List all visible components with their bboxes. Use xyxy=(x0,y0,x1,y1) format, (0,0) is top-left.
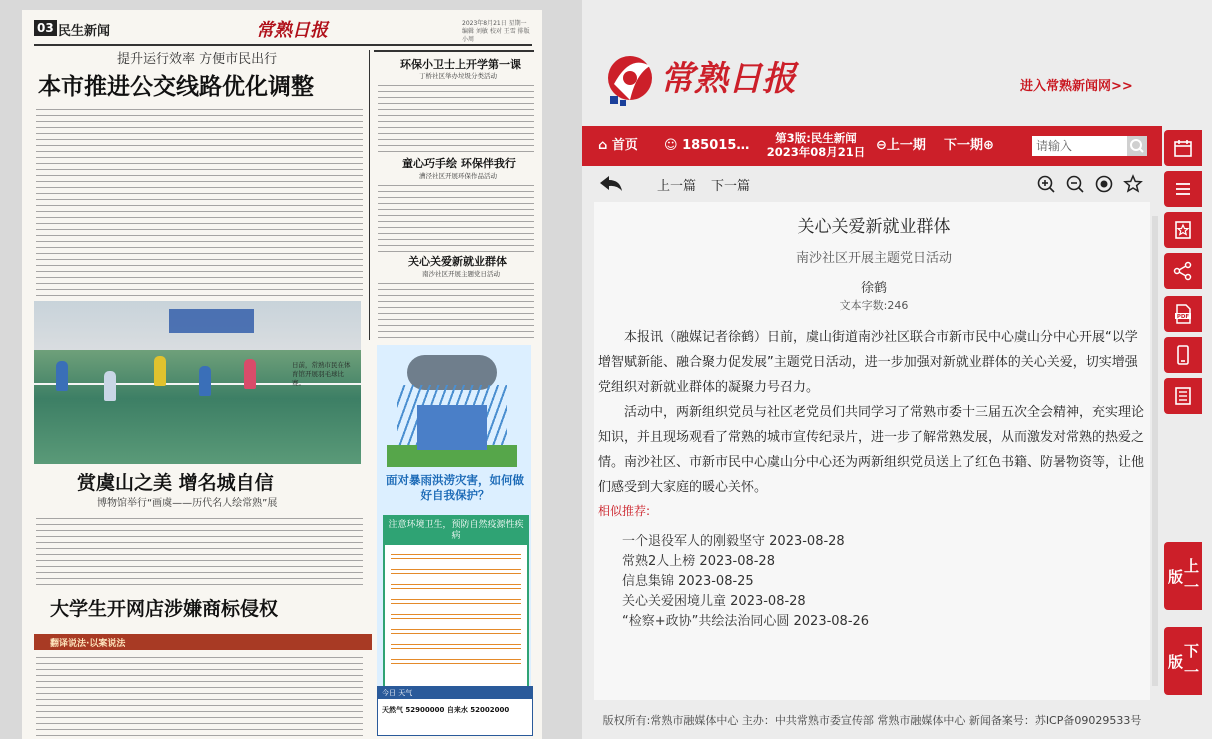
scrollbar-thumb[interactable] xyxy=(1152,216,1158,686)
edition-date: 2023年08月21日 xyxy=(766,145,866,159)
pdf-icon xyxy=(1173,304,1193,324)
poster-tip-line xyxy=(391,641,521,650)
header-date-block xyxy=(462,20,532,44)
newspaper-header xyxy=(34,16,532,46)
reader-panel xyxy=(582,0,1212,739)
calendar-button[interactable] xyxy=(1164,130,1202,166)
logo-text: 常熟日报 xyxy=(660,59,796,99)
edition-nav-bar xyxy=(582,126,1162,166)
prev-issue-link[interactable] xyxy=(876,126,926,166)
next-page-label: 下一版 xyxy=(1166,643,1200,685)
poster-tip-line xyxy=(391,611,521,620)
legal-column-label: 翻译说法·以案说法 xyxy=(50,639,126,649)
poster-house xyxy=(417,405,487,450)
article-author: 徐鹤 xyxy=(860,281,887,296)
column-story-2-title[interactable]: 童心巧手绘 环保伴我行 xyxy=(402,157,516,170)
reset-zoom-icon[interactable] xyxy=(1094,174,1114,194)
photo-player xyxy=(56,361,68,391)
article-word-count: 文本字数:246 xyxy=(839,299,909,312)
prev-page-label: 上一版 xyxy=(1166,558,1200,600)
photo-player xyxy=(154,356,166,386)
column-top-rule xyxy=(374,50,534,52)
bookmark-button[interactable] xyxy=(1164,212,1202,248)
next-article-link[interactable]: 下一篇 xyxy=(711,179,751,194)
badminton-photo[interactable] xyxy=(34,301,361,464)
bookmark-star-icon xyxy=(1173,220,1193,240)
header-date: 2023年8月21日 星期一 xyxy=(462,20,527,27)
article-subtitle: 南沙社区开展主题党日活动 xyxy=(795,251,952,266)
poster-tip-line xyxy=(391,566,521,575)
newspaper-sheet[interactable] xyxy=(22,10,542,739)
utility-info-box xyxy=(377,686,533,736)
next-page-button[interactable] xyxy=(1164,627,1202,695)
visit-count: 185015… xyxy=(682,138,750,153)
photo-caption: 日前，常熟市民在体育馆开展羽毛球比赛。 xyxy=(292,361,351,387)
article-content xyxy=(594,202,1154,700)
share-button[interactable] xyxy=(1164,253,1202,289)
next-issue-link[interactable] xyxy=(944,126,994,166)
related-item[interactable] xyxy=(622,550,775,569)
chevron-left-icon: ⊖ xyxy=(876,138,887,153)
poster-box-title: 注意环境卫生，预防自然疫源性疾病 xyxy=(385,517,527,545)
related-item-date: 2023-08-28 xyxy=(769,534,845,549)
search-input[interactable]: 请输入 xyxy=(1032,136,1127,156)
related-item[interactable] xyxy=(622,570,754,589)
visit-counter xyxy=(664,126,749,166)
newspaper-masthead: 常熟日报 xyxy=(256,20,328,41)
related-item[interactable] xyxy=(622,590,806,609)
page-layout-button[interactable] xyxy=(1164,378,1202,414)
favorite-star-icon[interactable] xyxy=(1123,174,1143,194)
lead-story-subtitle[interactable]: 提升运行效率 方便市民出行 xyxy=(117,52,278,67)
section-name: 民生新闻 xyxy=(58,24,111,39)
story-3-text[interactable] xyxy=(36,654,363,739)
lead-story-title[interactable]: 本市推进公交线路优化调整 xyxy=(38,73,314,100)
related-item-title: “检察+政协”共绘法治同心圆 xyxy=(622,614,790,629)
article-title: 关心关爱新就业群体 xyxy=(797,217,951,237)
user-icon: ☺ xyxy=(664,138,678,153)
prev-article-link[interactable]: 上一篇 xyxy=(657,179,697,194)
lead-story-text[interactable] xyxy=(36,106,363,296)
related-item-title: 一个退役军人的刚毅坚守 xyxy=(622,534,766,549)
share-icon xyxy=(1173,261,1193,281)
footer-copyright: 版权所有:常熟市融媒体中心 主办：中共常熟市委宣传部 常熟市融媒体中心 新闻备案号：苏ICP备09029533号 xyxy=(602,714,1142,727)
page-number: 03 xyxy=(34,20,57,36)
back-arrow-icon[interactable] xyxy=(598,174,624,194)
edition-name: 第3版:民生新闻 xyxy=(775,131,857,145)
photo-player xyxy=(244,359,256,389)
column-story-1-text[interactable] xyxy=(378,82,534,152)
poster-tip-line xyxy=(391,581,521,590)
story-2-title[interactable]: 赏虞山之美 增名城自信 xyxy=(77,472,274,494)
related-item-title: 关心关爱困境儿童 xyxy=(622,594,727,609)
poster-tip-line xyxy=(391,626,521,635)
edition-info[interactable] xyxy=(766,131,866,159)
pdf-button[interactable] xyxy=(1164,296,1202,332)
article-paragraph: 活动中，两新组织党员与社区老党员们共同学习了常熟市委十三届五次全会精神，充实理论知识，并且现场观看了常熟的城市宣传纪录片，进一步了解常熟发展，从而激发对常熟的热爱之情。南沙社区、市新市民中心虞山分中心还为两新组织党员送上了红色书籍、防暑物资等，让他们感受到大家庭的暖心关怀。 xyxy=(598,405,1145,495)
home-label: 首页 xyxy=(611,138,638,153)
article-list-button[interactable] xyxy=(1164,171,1202,207)
mobile-view-button[interactable] xyxy=(1164,337,1202,373)
related-item[interactable] xyxy=(622,610,869,629)
poster-question: 面对暴雨洪涝灾害，如何做好自我保护？ xyxy=(386,473,524,502)
related-item-date: 2023-08-26 xyxy=(793,614,870,629)
poster-tip-line xyxy=(391,551,521,560)
story-2-subtitle: 博物馆举行“画虞——历代名人绘常熟”展 xyxy=(97,498,278,509)
related-item-date: 2023-08-28 xyxy=(699,554,775,569)
home-link[interactable] xyxy=(598,126,638,166)
column-story-1-subtitle: 丁桥社区举办垃圾分类活动 xyxy=(419,72,497,80)
search-button[interactable] xyxy=(1127,136,1147,156)
column-divider xyxy=(369,50,370,340)
column-story-1-title[interactable]: 环保小卫士上开学第一课 xyxy=(400,58,521,71)
poster-tip-line xyxy=(391,656,521,665)
enter-news-site-link[interactable]: 进入常熟新闻网>> xyxy=(1020,79,1133,94)
story-3-title[interactable]: 大学生开网店涉嫌商标侵权 xyxy=(50,598,279,620)
column-story-3-subtitle: 南沙社区开展主题党日活动 xyxy=(422,270,500,278)
prev-page-button[interactable] xyxy=(1164,542,1202,610)
svg-text:PDF: PDF xyxy=(1176,314,1190,320)
legal-column-band xyxy=(34,634,372,650)
zoom-in-icon[interactable] xyxy=(1036,174,1056,194)
story-2-text[interactable] xyxy=(36,515,363,585)
article-paragraph: 本报讯（融媒记者徐鹤）日前，虞山街道南沙社区联合市新市民中心虞山分中心开展“以学增智赋新能、融合聚力促发展”主题党日活动，进一步加强对新就业群体的关心关爱，切实增强党组织对新就业群体的凝聚力号召力。 xyxy=(598,330,1138,395)
home-icon: ⌂ xyxy=(598,138,608,153)
column-story-2-text[interactable] xyxy=(378,182,534,252)
prev-issue-label: 上一期 xyxy=(886,138,926,153)
calendar-icon xyxy=(1173,138,1193,158)
article-toolbar xyxy=(582,166,1162,202)
photo-player xyxy=(104,371,116,401)
utility-box-title: 今日 天气 xyxy=(378,687,532,699)
list-icon xyxy=(1173,179,1193,199)
related-item-date: 2023-08-28 xyxy=(730,594,806,609)
flood-safety-poster[interactable] xyxy=(377,345,531,720)
utility-box-row: 天然气 52900000 自来水 52002000 xyxy=(382,706,510,714)
header-editors: 编辑 刘敏 校对 王雪 排版 小周 xyxy=(462,28,530,43)
related-item-title: 信息集锦 xyxy=(622,574,675,589)
poster-tip-line xyxy=(391,596,521,605)
next-issue-label: 下一期 xyxy=(944,138,984,153)
related-heading: 相似推荐: xyxy=(598,504,651,518)
column-story-2-subtitle: 漕泾社区开展环保作品活动 xyxy=(419,172,497,180)
page-layout-icon xyxy=(1173,386,1193,406)
related-item[interactable] xyxy=(622,530,845,549)
column-story-3-text[interactable] xyxy=(378,280,534,338)
changshu-daily-logo[interactable] xyxy=(600,44,810,110)
search-icon xyxy=(1127,136,1147,156)
column-story-3-title[interactable]: 关心关爱新就业群体 xyxy=(408,255,507,268)
newspaper-page-view[interactable] xyxy=(0,0,582,739)
related-item-title: 常熟2人上榜 xyxy=(622,554,696,569)
photo-player xyxy=(199,366,211,396)
zoom-out-icon[interactable] xyxy=(1065,174,1085,194)
related-item-date: 2023-08-25 xyxy=(678,574,754,589)
article-scrollbar[interactable] xyxy=(1150,202,1160,700)
photo-banner xyxy=(169,309,254,333)
mobile-phone-icon xyxy=(1173,345,1193,365)
chevron-right-icon: ⊕ xyxy=(983,138,994,153)
